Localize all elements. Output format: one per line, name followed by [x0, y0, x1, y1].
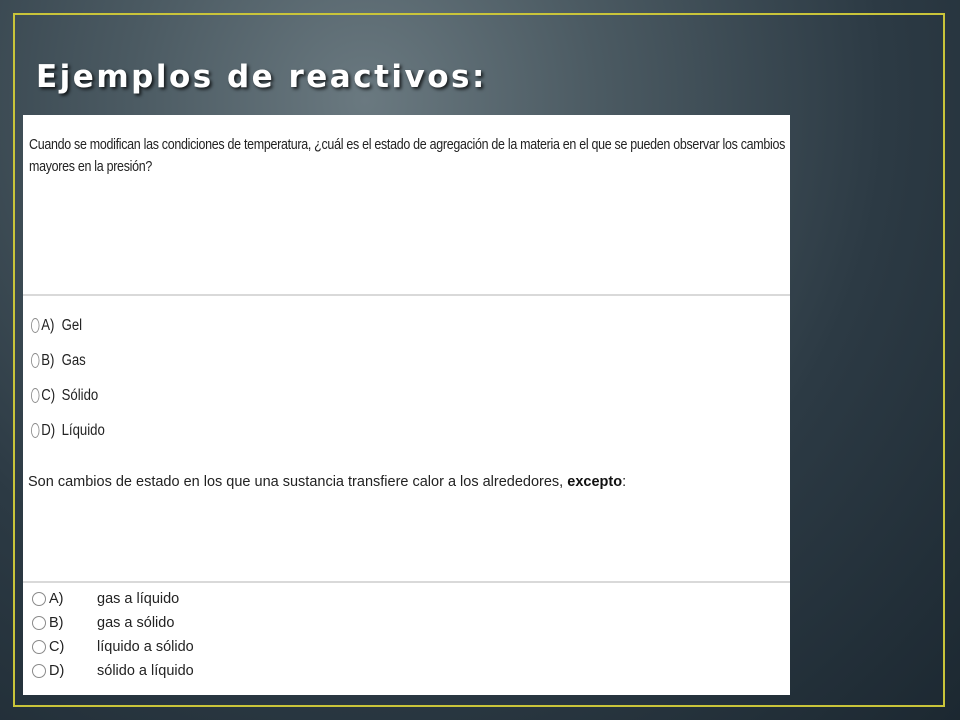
slide-title: Ejemplos de reactivos: [36, 59, 487, 95]
question-2-text [28, 472, 626, 492]
question-1-options [31, 308, 118, 448]
question-2-option-b[interactable] [32, 611, 194, 635]
question-1-text: Cuando se modifican las condiciones de temperatura, ¿cuál es el estado de agregación de la materia en el que se pueden observar los cambios mayores en la presión? [29, 137, 786, 175]
question-2-text-emphasis: excepto [567, 474, 623, 490]
question-2-text-end: : [622, 474, 627, 490]
option-letter: B) [41, 351, 55, 369]
option-text: gas a sólido [97, 615, 175, 631]
option-letter: A) [41, 316, 55, 334]
question-1-option-b[interactable] [31, 343, 105, 378]
radio-button-icon[interactable] [32, 664, 46, 678]
option-text: Gas [61, 351, 86, 369]
radio-button-icon[interactable] [31, 388, 40, 403]
question-2-options [32, 587, 194, 683]
option-text: Sólido [61, 386, 99, 404]
question-2-divider [23, 581, 790, 583]
option-text: sólido a líquido [97, 663, 194, 679]
option-text: Gel [61, 316, 83, 334]
question-2-option-c[interactable] [32, 635, 194, 659]
question-2-option-d[interactable] [32, 659, 194, 683]
radio-button-icon[interactable] [32, 616, 46, 630]
radio-button-icon[interactable] [31, 318, 40, 333]
option-letter: B) [49, 615, 64, 631]
option-letter: C) [49, 639, 65, 655]
question-1-option-d[interactable] [31, 413, 105, 448]
radio-button-icon[interactable] [32, 640, 46, 654]
option-letter: C) [41, 386, 56, 404]
option-text: Líquido [61, 421, 105, 439]
question-1-divider [23, 294, 790, 296]
option-text: líquido a sólido [97, 639, 194, 655]
option-text: gas a líquido [97, 591, 180, 607]
quiz-panel [23, 115, 790, 695]
question-1-option-a[interactable] [31, 308, 105, 343]
question-2-option-a[interactable] [32, 587, 194, 611]
option-letter: D) [41, 421, 56, 439]
question-2-text-main: Son cambios de estado en los que una sustancia transfiere calor a los alrededores, [28, 474, 568, 490]
radio-button-icon[interactable] [31, 423, 40, 438]
option-letter: D) [49, 663, 65, 679]
question-1-option-c[interactable] [31, 378, 105, 413]
radio-button-icon[interactable] [31, 353, 40, 368]
radio-button-icon[interactable] [32, 592, 46, 606]
option-letter: A) [49, 591, 64, 607]
